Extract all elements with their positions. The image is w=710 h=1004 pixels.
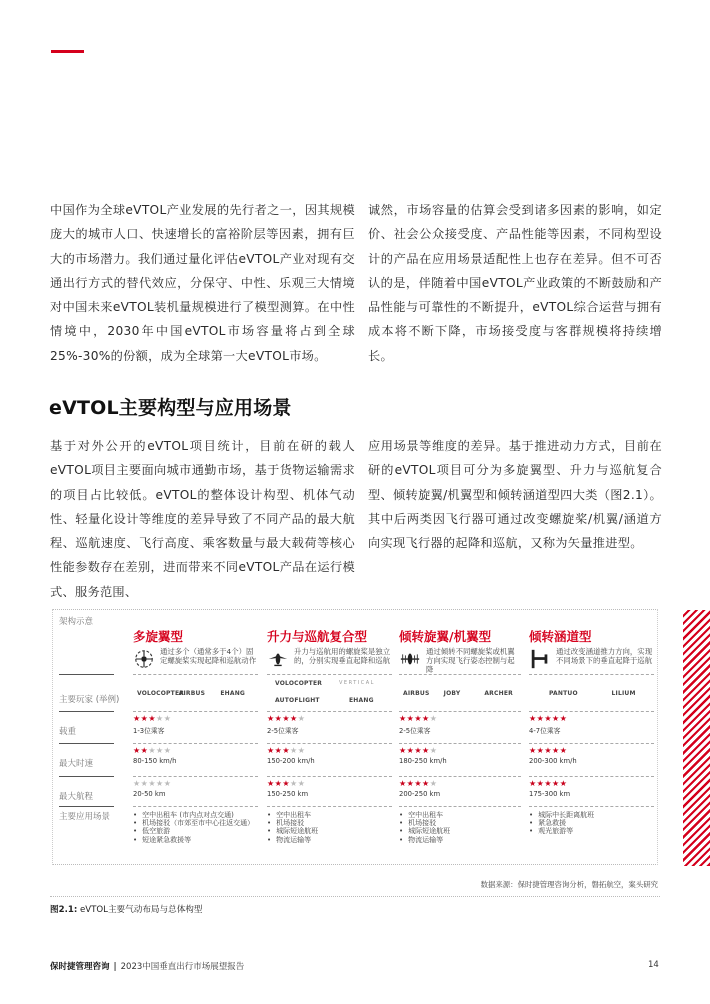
star-filled-icon: ★ bbox=[544, 779, 553, 788]
star-filled-icon: ★ bbox=[399, 746, 407, 755]
star-filled-icon: ★ bbox=[133, 714, 141, 723]
star-empty-icon: ★ bbox=[148, 779, 157, 788]
player-logo-archer: ARCHER bbox=[484, 690, 513, 697]
payload-value: 1-3位乘客 bbox=[133, 727, 165, 735]
star-filled-icon: ★ bbox=[422, 746, 430, 755]
footer-report-title: 2023中国垂直出行市场展望报告 bbox=[120, 962, 245, 972]
range-rating-stars bbox=[399, 779, 437, 788]
architecture-description: 通过倾转不同螺旋桨或机翼方向实现飞行姿态控制与起降 bbox=[426, 647, 515, 674]
scenario-item: • 物流运输等 bbox=[267, 836, 392, 844]
star-empty-icon: ★ bbox=[290, 779, 298, 788]
row-label-players: 主要玩家 (举例) bbox=[59, 695, 120, 705]
cell-divider bbox=[529, 743, 654, 744]
scenario-item: • 物流运输等 bbox=[399, 836, 521, 844]
player-logo-autoflight: AUTOFLIGHT bbox=[275, 697, 320, 704]
star-filled-icon: ★ bbox=[140, 714, 149, 723]
star-empty-icon: ★ bbox=[140, 779, 149, 788]
column-title: 升力与巡航复合型 bbox=[267, 629, 368, 644]
star-filled-icon: ★ bbox=[267, 746, 275, 755]
cell-divider bbox=[399, 776, 521, 777]
cell-divider bbox=[133, 711, 258, 712]
player-logo-ehang: EHANG bbox=[349, 697, 374, 704]
evtol-configuration-figure bbox=[52, 609, 658, 865]
row-label-payload: 载重 bbox=[59, 727, 77, 737]
star-filled-icon: ★ bbox=[414, 714, 423, 723]
scenario-item: • 空中出租车 bbox=[399, 811, 521, 819]
star-filled-icon: ★ bbox=[274, 714, 283, 723]
player-logo-airbus: AIRBUS bbox=[403, 690, 430, 697]
star-filled-icon: ★ bbox=[290, 714, 298, 723]
cell-divider bbox=[133, 806, 258, 807]
star-filled-icon: ★ bbox=[529, 779, 537, 788]
star-filled-icon: ★ bbox=[422, 779, 430, 788]
range-value: 200-250 km bbox=[399, 790, 441, 798]
star-filled-icon: ★ bbox=[267, 714, 275, 723]
row-divider bbox=[59, 711, 114, 712]
scenario-item: • 空中出租车 bbox=[267, 811, 392, 819]
architecture-description: 通过多个（通常多于4个）固定螺旋桨实现起降和巡航动作 bbox=[160, 647, 257, 665]
scenario-item: • 城际中长距离航班 bbox=[529, 811, 654, 819]
player-logo-volocopter: VOLOCOPTER bbox=[137, 690, 185, 697]
star-filled-icon: ★ bbox=[529, 714, 537, 723]
footer-separator: | bbox=[113, 962, 117, 972]
cell-divider bbox=[267, 674, 392, 675]
row-label-max-speed: 最大时速 bbox=[59, 759, 94, 769]
star-filled-icon: ★ bbox=[399, 779, 407, 788]
multirotor-drone-icon bbox=[133, 648, 155, 670]
cell-divider bbox=[267, 806, 392, 807]
row-divider bbox=[59, 806, 114, 807]
star-filled-icon: ★ bbox=[274, 746, 283, 755]
intro-paragraph-left: 中国作为全球eVTOL产业发展的先行者之一，因其规模庞大的城市人口、快速增长的富裕阶层等因素，拥有巨大的市场潜力。我们通过量化评估eVTOL产业对现有交通出行方式的替代效应，分保守、中性、乐观三大情境对中国未来eVTOL装机量规模进行了模型测算。在中性情境中，2030年中国eVTOL市场容量将占到全球25%-30%的份额，成为全球第一大eVTOL市场。 bbox=[50, 203, 355, 363]
star-filled-icon: ★ bbox=[544, 746, 553, 755]
scenario-item: • 机场接驳 bbox=[267, 819, 392, 827]
column-title: 倾转旋翼/机翼型 bbox=[399, 629, 492, 644]
scenario-item: • 城际短途航班 bbox=[399, 827, 521, 835]
star-filled-icon: ★ bbox=[552, 779, 560, 788]
scenario-item: • 空中出租车 (市内点对点交通) bbox=[133, 811, 258, 819]
star-filled-icon: ★ bbox=[559, 779, 568, 788]
star-filled-icon: ★ bbox=[406, 714, 415, 723]
player-logo-vertical: VERTICAL bbox=[339, 680, 375, 686]
payload-rating-stars bbox=[529, 714, 567, 723]
player-logo-pantuo: PANTUO bbox=[549, 690, 578, 697]
star-filled-icon: ★ bbox=[274, 779, 283, 788]
architecture-description: 通过改变涵道推力方向，实现不同场景下的垂直起降于巡航 bbox=[556, 647, 653, 665]
scenario-list bbox=[529, 811, 654, 836]
cell-divider bbox=[133, 743, 258, 744]
scenario-list bbox=[399, 811, 521, 844]
cell-divider bbox=[267, 711, 392, 712]
cell-divider bbox=[133, 776, 258, 777]
player-logo-joby: JOBY bbox=[443, 690, 461, 697]
star-filled-icon: ★ bbox=[282, 746, 291, 755]
star-filled-icon: ★ bbox=[399, 714, 407, 723]
star-filled-icon: ★ bbox=[559, 746, 568, 755]
payload-rating-stars bbox=[267, 714, 305, 723]
payload-rating-stars bbox=[399, 714, 437, 723]
cell-divider bbox=[529, 711, 654, 712]
column-title: 多旋翼型 bbox=[133, 629, 184, 644]
range-value: 20-50 km bbox=[133, 790, 166, 798]
data-source: 数据来源：保时捷管理咨询分析，磐拓航空，案头研究 bbox=[480, 880, 658, 889]
speed-value: 80-150 km/h bbox=[133, 757, 177, 765]
cell-divider bbox=[399, 674, 521, 675]
decorative-hatch-stripe bbox=[683, 610, 710, 866]
star-filled-icon: ★ bbox=[552, 746, 560, 755]
lift-cruise-aircraft-icon bbox=[267, 648, 289, 670]
cell-divider bbox=[529, 674, 654, 675]
section-paragraph-left: 基于对外公开的eVTOL项目统计，目前在研的载人eVTOL项目主要面向城市通勤市场，基于货物运输需求的项目占比较低。eVTOL的整体设计构型、机体气动性、轻量化设计等维度的差异导致了不同产品的最大航程、巡航速度、飞行高度、乘客数量与最大载荷等核心性能参数存在差别，进而带来不同eVTOL产品在运行模式、服务范围、 bbox=[50, 439, 355, 599]
row-label-max-range: 最大航程 bbox=[59, 792, 94, 802]
scenario-item: • 观光旅游等 bbox=[529, 827, 654, 835]
tilt-rotor-aircraft-icon bbox=[399, 648, 421, 670]
star-filled-icon: ★ bbox=[529, 746, 537, 755]
accent-bar bbox=[51, 50, 84, 53]
footer-brand: 保时捷管理咨询 bbox=[50, 962, 110, 972]
speed-rating-stars bbox=[529, 746, 567, 755]
page-footer bbox=[50, 960, 244, 972]
star-filled-icon: ★ bbox=[267, 779, 275, 788]
speed-value: 150-200 km/h bbox=[267, 757, 315, 765]
star-empty-icon: ★ bbox=[290, 746, 298, 755]
star-filled-icon: ★ bbox=[559, 714, 568, 723]
architecture-description: 升力与巡航用的螺旋桨是独立的，分别实现垂直起降和巡航 bbox=[294, 647, 391, 665]
row-label-architecture: 架构示意 bbox=[59, 617, 94, 627]
payload-value: 4-7位乘客 bbox=[529, 727, 561, 735]
player-logo-airbus: AIRBUS bbox=[178, 690, 206, 697]
cell-divider bbox=[529, 806, 654, 807]
scenario-item: • 低空旅游 bbox=[133, 827, 258, 835]
payload-value: 2-5位乘客 bbox=[267, 727, 299, 735]
star-empty-icon: ★ bbox=[163, 779, 172, 788]
star-empty-icon: ★ bbox=[429, 746, 438, 755]
tilt-duct-aircraft-icon bbox=[529, 648, 551, 670]
star-filled-icon: ★ bbox=[536, 714, 545, 723]
star-filled-icon: ★ bbox=[536, 779, 545, 788]
cell-divider bbox=[399, 806, 521, 807]
player-logo-ehang: EHANG bbox=[220, 690, 246, 697]
figure-caption-text: eVTOL主要气动布局与总体构型 bbox=[77, 905, 203, 915]
section-title: eVTOL主要构型与应用场景 bbox=[49, 397, 292, 419]
scenario-item: • 城际短途航班 bbox=[267, 827, 392, 835]
cell-divider bbox=[529, 776, 654, 777]
star-filled-icon: ★ bbox=[422, 714, 430, 723]
star-empty-icon: ★ bbox=[156, 746, 164, 755]
star-empty-icon: ★ bbox=[163, 746, 172, 755]
scenario-item: • 短途紧急救援等 bbox=[133, 836, 258, 844]
star-filled-icon: ★ bbox=[544, 714, 553, 723]
star-filled-icon: ★ bbox=[536, 746, 545, 755]
star-filled-icon: ★ bbox=[552, 714, 560, 723]
speed-rating-stars bbox=[267, 746, 305, 755]
row-label-scenarios: 主要应用场景 bbox=[59, 812, 111, 822]
row-divider bbox=[59, 776, 114, 777]
range-rating-stars bbox=[133, 779, 171, 788]
player-logo-lilium: LILIUM bbox=[611, 690, 636, 697]
section-paragraph-right: 应用场景等维度的差异。基于推进动力方式，目前在研的eVTOL项目可分为多旋翼型、升力与巡航复合型、倾转旋翼/机翼型和倾转涵道型四大类（图2.1）。其中后两类因飞行器可通过改变螺旋桨/机翼/涵道方向实现飞行器的起降和巡航，又称为矢量推进型。 bbox=[368, 439, 662, 551]
row-divider bbox=[59, 743, 114, 744]
figure-caption-label: 图2.1: bbox=[50, 905, 78, 915]
cell-divider bbox=[133, 674, 258, 675]
scenario-list bbox=[267, 811, 392, 844]
star-filled-icon: ★ bbox=[282, 714, 291, 723]
cell-divider bbox=[399, 711, 521, 712]
player-logo-volocopter: VOLOCOPTER bbox=[275, 680, 323, 687]
star-filled-icon: ★ bbox=[148, 714, 157, 723]
star-filled-icon: ★ bbox=[406, 746, 415, 755]
star-empty-icon: ★ bbox=[297, 714, 306, 723]
star-empty-icon: ★ bbox=[133, 779, 141, 788]
range-rating-stars bbox=[267, 779, 305, 788]
star-filled-icon: ★ bbox=[414, 746, 423, 755]
cell-divider bbox=[399, 743, 521, 744]
intro-paragraph-right: 诚然，市场容量的估算会受到诸多因素的影响，如定价、社会公众接受度、产品性能等因素，不同构型设计的产品在应用场景适配性上也存在差异。但不可否认的是，伴随着中国eVTOL产业政策的不断鼓励和产品性能与可靠性的不断提升，eVTOL综合运营与拥有成本将不断下降，市场接受度与客群规模将持续增长。 bbox=[368, 203, 662, 363]
speed-value: 200-300 km/h bbox=[529, 757, 577, 765]
figure-divider bbox=[50, 896, 660, 897]
star-filled-icon: ★ bbox=[414, 779, 423, 788]
speed-value: 180-250 km/h bbox=[399, 757, 447, 765]
column-title: 倾转涵道型 bbox=[529, 629, 592, 644]
speed-rating-stars bbox=[399, 746, 437, 755]
star-filled-icon: ★ bbox=[140, 746, 149, 755]
range-value: 175-300 km bbox=[529, 790, 571, 798]
scenario-list bbox=[133, 811, 258, 844]
star-filled-icon: ★ bbox=[282, 779, 291, 788]
star-empty-icon: ★ bbox=[156, 779, 164, 788]
star-filled-icon: ★ bbox=[133, 746, 141, 755]
star-empty-icon: ★ bbox=[297, 779, 306, 788]
payload-value: 2-5位乘客 bbox=[399, 727, 431, 735]
range-value: 150-250 km bbox=[267, 790, 309, 798]
payload-rating-stars bbox=[133, 714, 171, 723]
scenario-item: • 机场接驳 bbox=[399, 819, 521, 827]
speed-rating-stars bbox=[133, 746, 171, 755]
star-empty-icon: ★ bbox=[156, 714, 164, 723]
star-empty-icon: ★ bbox=[429, 779, 438, 788]
cell-divider bbox=[267, 743, 392, 744]
row-divider bbox=[59, 674, 114, 675]
star-empty-icon: ★ bbox=[429, 714, 438, 723]
star-filled-icon: ★ bbox=[406, 779, 415, 788]
range-rating-stars bbox=[529, 779, 567, 788]
scenario-item: • 紧急救援 bbox=[529, 819, 654, 827]
scenario-item: • 机场接驳（市郊至市中心往返交通） bbox=[133, 819, 258, 827]
star-empty-icon: ★ bbox=[148, 746, 157, 755]
star-empty-icon: ★ bbox=[297, 746, 306, 755]
page-number: 14 bbox=[648, 960, 659, 970]
star-empty-icon: ★ bbox=[163, 714, 172, 723]
cell-divider bbox=[267, 776, 392, 777]
figure-caption bbox=[50, 903, 203, 915]
